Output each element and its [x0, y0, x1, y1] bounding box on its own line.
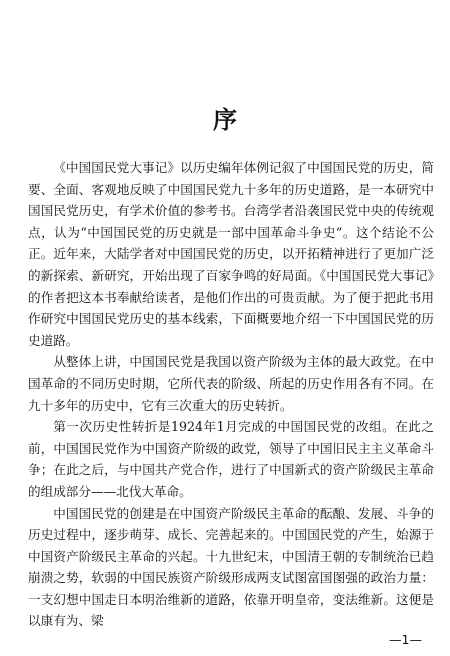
body-text — [28, 157, 434, 632]
page-number: —1— — [389, 632, 422, 647]
page-title: 序 — [213, 106, 237, 134]
paragraph-1: 《中国国民党大事记》以历史编年体例记叙了中国国民党的历史，简要、全面、客观地反映了中国国民党九十多年的历史道路，是一本研究中国国民党历史，有学术价值的参考书。台湾学者沿袭国民党中央的传统观点，认为“中国国民党的历史就是一部中国革命斗争史”。这个结论不公正。近年来，大陆学者对中国国民党的历史，以开拓精神进行了更加广泛的新探索、新研究，开始出现了百家争鸣的好局面。《中国国民党大事记》的作者把这本书奉献给读者，是他们作出的可贵贡献。为了便于把此书用作研究中国国民党历史的基本线索，下面概要地介绍一下中国国民党的历史道路。 — [28, 160, 434, 348]
paragraph-2: 从整体上讲，中国国民党是我国以资产阶级为主体的最大政党。在中国革命的不同历史时期，它所代表的阶级、所起的历史作用各有不同。在九十多年的历史中，它有三次重大的历史转折。 — [28, 354, 434, 413]
paragraph-3: 第一次历史性转折是1924年1月完成的中国国民党的改组。在此之前，中国国民党作为中国资产阶级的政党，领导了中国旧民主主义革命斗争；在此之后，与中国共产党合作，进行了中国新式的资产阶级民主革命的组成部分——北伐大革命。 — [28, 419, 434, 499]
paragraph-4: 中国国民党的创建是在中国资产阶级民主革命的酝酿、发展、斗争的历史过程中，逐步萌芽、成长、完善起来的。中国国民党的产生，始源于中国资产阶级民主革命的兴起。十九世纪末，中国清王朝的专制统治已趋崩溃之势，软弱的中国民族资产阶级形成两支试图富国图强的政治力量：一支幻想中国走日本明治维新的道路，依靠开明皇帝，变法维新。这便是以康有为、梁 — [28, 505, 434, 629]
